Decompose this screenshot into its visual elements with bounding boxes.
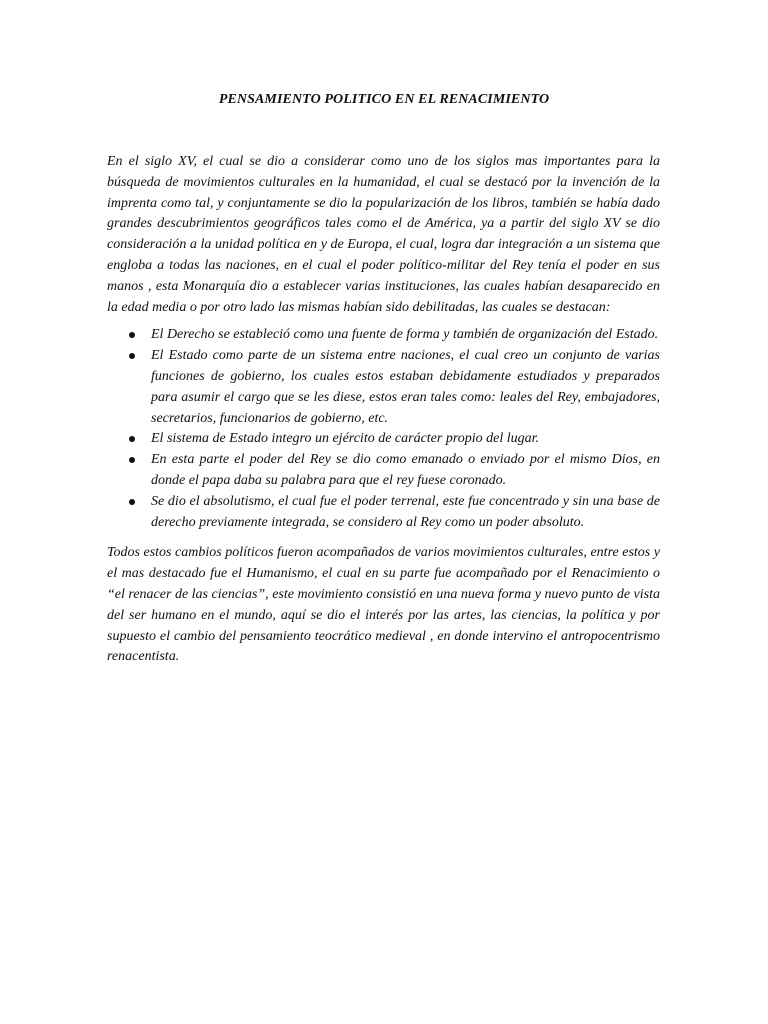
list-item-text: Se dio el absolutismo, el cual fue el poder terrenal, este fue concentrado y sin una base de derecho previamente integrada, se considero al Rey como un poder absoluto. [151,493,660,530]
list-item [151,429,660,450]
bullet-icon [129,353,135,359]
list-item [151,450,660,492]
bullet-icon [129,436,135,442]
list-item [151,325,660,346]
bullet-icon [129,499,135,505]
list-item [151,492,660,534]
list-item-text: El sistema de Estado integro un ejército de carácter propio del lugar. [151,431,540,447]
list-item-text: El Estado como parte de un sistema entre naciones, el cual creo un conjunto de varias funciones de gobierno, los cuales estos estaban debidamente estudiados y preparados para asumir el cargo que se les diese, estos eran tales como: leales del Rey, embajadores, secretarios, funcionarios de gobierno, etc. [151,348,660,426]
document-body [107,152,660,668]
list-item [151,346,660,429]
list-item-text: En esta parte el poder del Rey se dio como emanado o enviado por el mismo Dios, en donde el papa daba su palabra para que el rey fuese coronado. [151,452,660,488]
conclusion-paragraph: Todos estos cambios políticos fueron acompañados de varios movimientos culturales, entre estos y el mas destacado fue el Humanismo, el cual en su parte fue acompañado por el Renacimiento o “el renacer de las ciencias”, este movimiento consistió en una nueva forma y nuevo punto de vista del ser humano en el mundo, aquí se dio el interés por las artes, las ciencias, la política y por supuesto el cambio del pensamiento teocrático medieval , en donde intervino el antropocentrismo renacentista. [107,545,660,665]
document-title: PENSAMIENTO POLITICO EN EL RENACIMIENTO [218,92,550,107]
bullet-icon [129,332,135,338]
list-item-text: El Derecho se estableció como una fuente de forma y también de organización del Estado. [151,327,659,343]
intro-paragraph: En el siglo XV, el cual se dio a considerar como uno de los siglos mas importantes para la búsqueda de movimientos culturales en la humanidad, el cual se destacó por la invención de la imprenta como tal, y conjuntamente se dio la popularización de los libros, también se había dado grandes descubrimientos geográficos tales como el de América, ya a partir del siglo XV se dio consideración a la unidad política en y de Europa, el cual, logra dar integración a un sistema que engloba a todas las naciones, en el cual el poder político-militar del Rey tenía el poder en sus manos , esta Monarquía dio a establecer varias instituciones, las cuales habían desaparecido en la edad media o por otro lado las mismas habían sido debilitadas, las cuales se destacan: [107,154,660,315]
bullet-list [107,325,660,533]
bullet-icon [129,457,135,463]
